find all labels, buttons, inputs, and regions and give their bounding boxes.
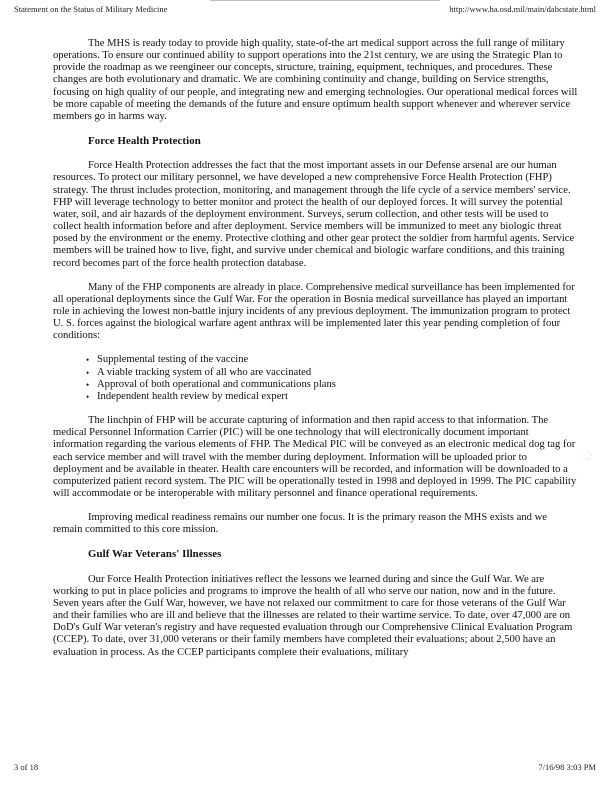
paragraph-pic: The linchpin of FHP will be accurate capturing of information and then rapid access to that information. The medical Personnel Information Carrier (PIC) will be one technology that will electronically document important information regarding the various elements of FHP. The Medical PIC will be conveyed as an electronic medical dog tag for each service member and will travel with the member during deployment. Information will be uploaded prior to deployment and be available in theater. Health care encounters will be recorded, and information will be downloaded to a computerized patient record system. The PIC will be operationally tested in 1998 and deployed in 1999. The PIC capability will accommodate or be interoperable with military personnel and finance operational requirements. <box>53 415 577 499</box>
list-item: • Approval of both operational and communications plans <box>87 379 578 391</box>
paragraph-gulf-war: Our Force Health Protection initiatives reflect the lessons we learned during and since the Gulf War. We are working to put in place policies and programs to improve the health of all who serve our nation, now and in the future. Seven years after the Gulf War, however, we have not relaxed our commitment to care for those veterans of the Gulf War and their families who are ill and believe that the illnesses are related to their wartime service. To date, over 47,000 are on DoD's Gulf War veteran's registry and have requested evaluation through our Comprehensive Clinical Evaluation Program (CCEP). To date, over 31,000 veterans or their family members have completed their evaluations; about 2,500 have an evaluation in process. As the CCEP participants complete their evaluations, military <box>53 573 573 658</box>
paragraph-fhp-overview: Force Health Protection addresses the fact that the most important assets in our Defense arsenal are our human resources. To protect our military personnel, we have developed a new comprehensive Force Health Protection (FHP) strategy. The thrust includes protection, monitoring, and management through the life cycle of a service members' service. FHP will leverage technology to better monitor and protect the health of our deployed forces. It will survey the potential water, soil, and air hazards of the deployment environment. Surveys, serum collection, and other tests will be used to collect health information before and after deployment. Service members will be immunized to meet any biologic threat posed by the environment or the enemy. Protective clothing and other gear protect the soldier from harmful agents. Service members will be trained how to live, fight, and survive under chemical and biologic warfare conditions, and this training record becomes part of the force health protection database. <box>53 160 575 269</box>
paragraph-medical-readiness: Improving medical readiness remains our number one focus. It is the primary reason the MHS exists and we remain committed to this core mission. <box>53 512 547 536</box>
document-body <box>53 38 578 671</box>
scan-artifact: · · , · ·. <box>580 450 592 462</box>
list-item: • Supplemental testing of the vaccine <box>87 354 578 366</box>
list-item: • A viable tracking system of all who are vaccinated <box>87 367 578 379</box>
document-title: Statement on the Status of Military Medicine <box>14 4 168 14</box>
print-footer <box>0 760 611 774</box>
top-rule <box>210 0 440 1</box>
paragraph-mhs-readiness: The MHS is ready today to provide high quality, state-of-the art medical support across the full range of military operations. To ensure our continued ability to support operations into the 21st century, we are using the Strategic Plan to provide the roadmap as we reengineer our concepts, structure, training, equipment, techniques, and procedures. These changes are both evolutionary and dramatic. We are combining continuity and change, building on Service strengths, focusing on high quality of our people, and integrating new and emerging technologies. Our operational medical forces will be more capable of meeting the demands of the future and ensure optimum health support whenever and wherever service members go in harms way. <box>53 38 578 122</box>
page-url: http://www.ha.osd.mil/main/dahcstate.html <box>449 4 596 14</box>
section-heading-gulf-war-illnesses: Gulf War Veterans' Illnesses <box>88 548 222 561</box>
print-header <box>0 2 611 16</box>
list-item: • Independent health review by medical expert <box>87 391 578 403</box>
page-number: 3 of 18 <box>14 762 39 772</box>
section-heading-force-health-protection: Force Health Protection <box>88 135 201 148</box>
conditions-list <box>53 354 578 403</box>
print-timestamp: 7/16/98 3:03 PM <box>538 762 596 772</box>
paragraph-fhp-components: Many of the FHP components are already in place. Comprehensive medical surveillance has been implemented for all operational deployments since the Gulf War. For the operation in Bosnia medical surveillance has played an important role in achieving the lowest non-battle injury incidents of any previous deployment. The immunization program to protect U. S. forces against the biological warfare agent anthrax will be implemented later this year pending completion of four conditions: <box>53 281 575 342</box>
